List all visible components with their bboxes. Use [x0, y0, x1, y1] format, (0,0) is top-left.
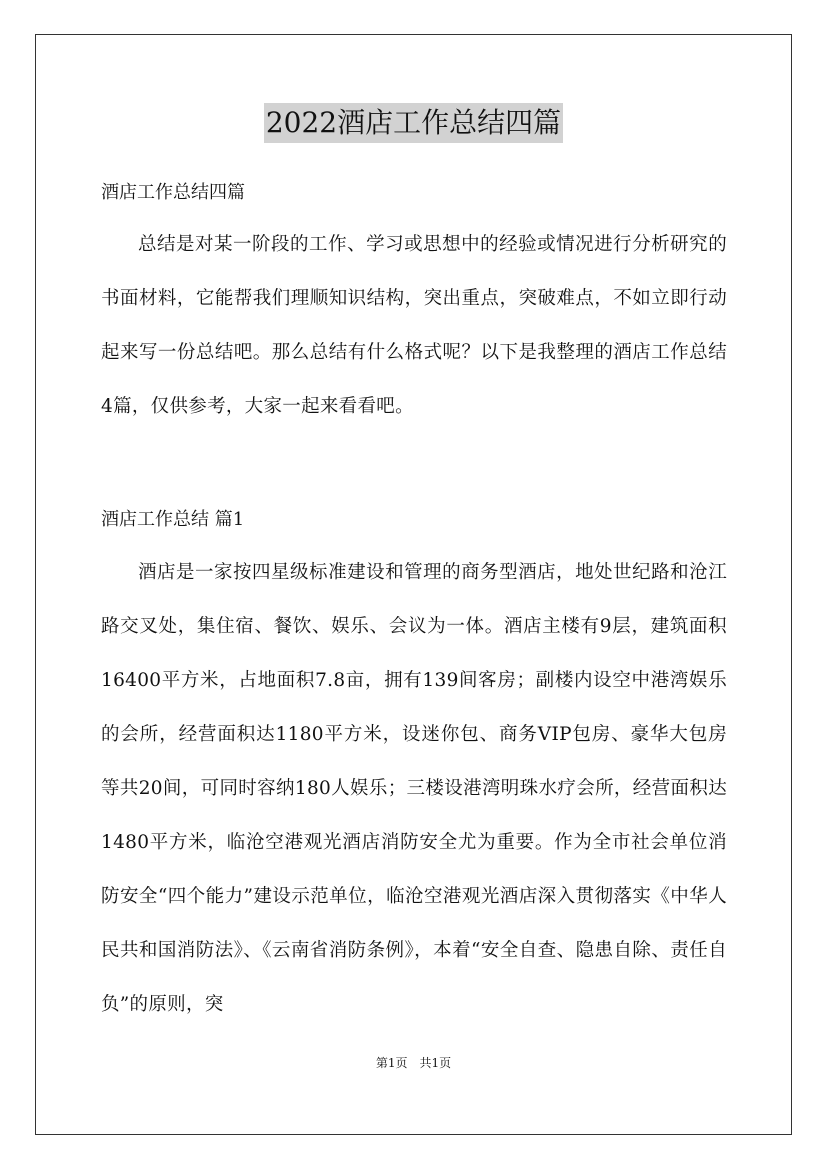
intro-paragraph: 总结是对某一阶段的工作、学习或思想中的经验或情况进行分析研究的书面材料，它能帮我们理顺知识结构，突出重点，突破难点，不如立即行动起来写一份总结吧。那么总结有什么格式呢？以下是我整理的酒店工作总结4篇，仅供参考，大家一起来看看吧。 — [101, 234, 727, 417]
title-container — [0, 103, 827, 143]
document-subtitle: 酒店工作总结四篇 — [101, 182, 245, 203]
document-title: 2022酒店工作总结四篇 — [264, 103, 563, 143]
page-footer: 第1页 共1页 — [375, 1056, 452, 1070]
section-heading: 酒店工作总结 篇1 — [101, 509, 245, 530]
section-body-paragraph: 酒店是一家按四星级标准建设和管理的商务型酒店，地处世纪路和沧江路交叉处，集住宿、餐饮、娱乐、会议为一体。酒店主楼有9层，建筑面积16400平方米，占地面积7.8亩，拥有139间客房；副楼内设空中港湾娱乐的会所，经营面积达1180平方米，设迷你包、商务VIP包房、豪华大包房等共20间，可同时容纳180人娱乐；三楼设港湾明珠水疗会所，经营面积达1480平方米，临沧空港观光酒店消防安全尤为重要。作为全市社会单位消防安全“四个能力”建设示范单位，临沧空港观光酒店深入贯彻落实《中华人民共和国消防法》、《云南省消防条例》，本着“安全自查、隐患自除、责任自负”的原则，突 — [101, 562, 727, 1015]
